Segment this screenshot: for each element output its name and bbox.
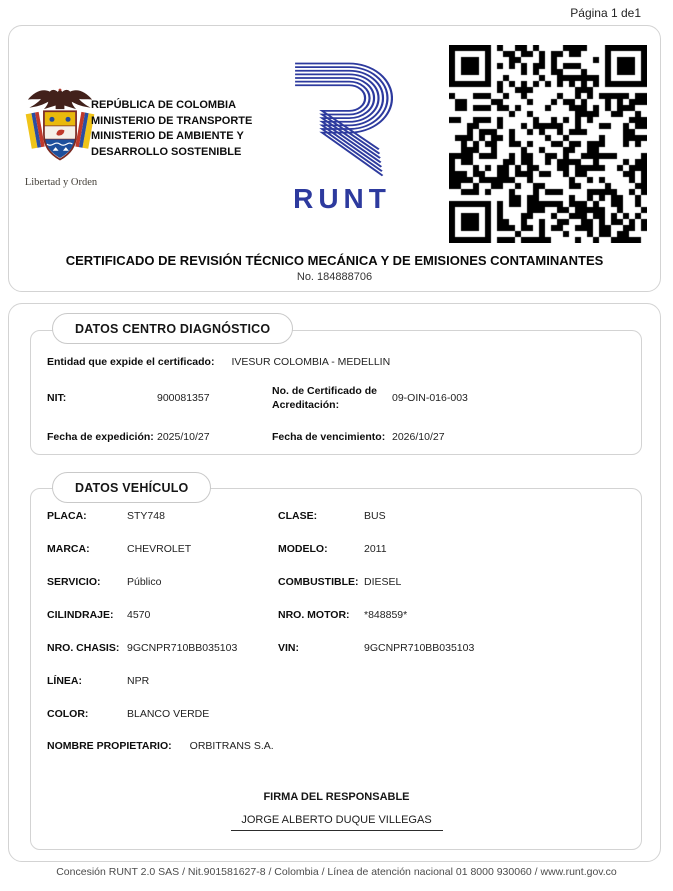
runt-logo-icon (293, 61, 393, 179)
vehicle-section-title (52, 472, 211, 503)
header-box (8, 25, 661, 292)
section-title-text: DATOS VEHÍCULO (75, 480, 189, 495)
vehicle-row (47, 638, 627, 658)
field-value: STY748 (127, 510, 165, 522)
diagnostic-center-section-title (52, 313, 293, 344)
vehicle-row (47, 572, 627, 592)
ministry-line: DESARROLLO SOSTENIBLE (91, 145, 242, 158)
vehicle-rows (47, 506, 627, 737)
ministry-line: REPÚBLICA DE COLOMBIA (91, 99, 237, 111)
entity-label: Entidad que expide el certificado: (47, 356, 215, 368)
ministry-line: MINISTERIO DE TRANSPORTE (91, 114, 253, 127)
vehicle-row (47, 506, 627, 526)
field-label: SERVICIO: (47, 576, 101, 588)
field-label: CILINDRAJE: (47, 609, 114, 621)
signature-name: JORGE ALBERTO DUQUE VILLEGAS (241, 814, 432, 826)
coat-of-arms-motto: Libertad y Orden (24, 177, 98, 188)
expiry-date-value: 2026/10/27 (392, 431, 445, 443)
field-value: DIESEL (364, 576, 402, 588)
field-value: BLANCO VERDE (127, 708, 210, 720)
signature-line (231, 830, 443, 831)
ministries-text (91, 98, 252, 160)
field-label: VIN: (278, 642, 299, 654)
field-label: COLOR: (47, 708, 89, 720)
accreditation-label: No. de Certificado de Acreditación: (272, 385, 378, 411)
owner-label: NOMBRE PROPIETARIO: (47, 740, 172, 752)
field-label: PLACA: (47, 510, 87, 522)
signature-title: FIRMA DEL RESPONSABLE (263, 791, 410, 803)
issue-date-value: 2025/10/27 (157, 431, 210, 443)
field-value: 4570 (127, 609, 151, 621)
field-label: NRO. CHASIS: (47, 642, 120, 654)
entity-row (47, 356, 627, 368)
qr-code (449, 45, 647, 243)
field-value: NPR (127, 675, 150, 687)
certificate-number: No. 184888706 (296, 271, 373, 283)
field-value: 2011 (364, 543, 387, 555)
field-label: LÍNEA: (47, 675, 82, 687)
owner-row (47, 740, 627, 752)
nit-value: 900081357 (157, 392, 210, 404)
expiry-date-label: Fecha de vencimiento: (272, 431, 386, 443)
vehicle-row (47, 704, 627, 724)
owner-value: ORBITRANS S.A. (189, 740, 274, 752)
shield-icon (44, 111, 76, 159)
dates-row (47, 428, 627, 446)
vehicle-row (47, 671, 627, 691)
accreditation-value: 09-OIN-016-003 (392, 392, 468, 404)
vehicle-row (47, 539, 627, 559)
field-value: BUS (364, 510, 386, 522)
field-value: CHEVROLET (127, 543, 192, 555)
nit-accreditation-row (47, 378, 627, 418)
signature-block (0, 791, 673, 831)
section-title-text: DATOS CENTRO DIAGNÓSTICO (75, 321, 271, 336)
issue-date-label: Fecha de expedición: (47, 431, 154, 443)
vehicle-row (47, 605, 627, 625)
field-label: MODELO: (278, 543, 328, 555)
document-title: CERTIFICADO DE REVISIÓN TÉCNICO MECÁNICA Y DE EMISIONES CONTAMINANTES (65, 253, 604, 268)
field-label: COMBUSTIBLE: (278, 576, 359, 588)
footer-text: Concesión RUNT 2.0 SAS / Nit.901581627-8 / Colombia / Línea de atención nacional 01 8000 930060 / www.runt.gov.co (56, 866, 617, 878)
field-label: CLASE: (278, 510, 318, 522)
colombia-coat-of-arms-icon (23, 85, 97, 177)
condor-icon (28, 89, 92, 109)
page-number: Página 1 de1 (570, 6, 641, 20)
field-value: 9GCNPR710BB035103 (364, 642, 475, 654)
field-label: MARCA: (47, 543, 90, 555)
field-value: Público (127, 576, 162, 588)
field-value: *848859* (364, 609, 408, 621)
field-value: 9GCNPR710BB035103 (127, 642, 238, 654)
runt-wordmark: RUNT (293, 183, 391, 214)
ministry-line: MINISTERIO DE AMBIENTE Y (91, 130, 244, 142)
entity-value: IVESUR COLOMBIA - MEDELLIN (231, 356, 391, 368)
field-label: NRO. MOTOR: (278, 609, 350, 621)
left-flag-icon (26, 112, 45, 149)
nit-label: NIT: (47, 392, 67, 404)
